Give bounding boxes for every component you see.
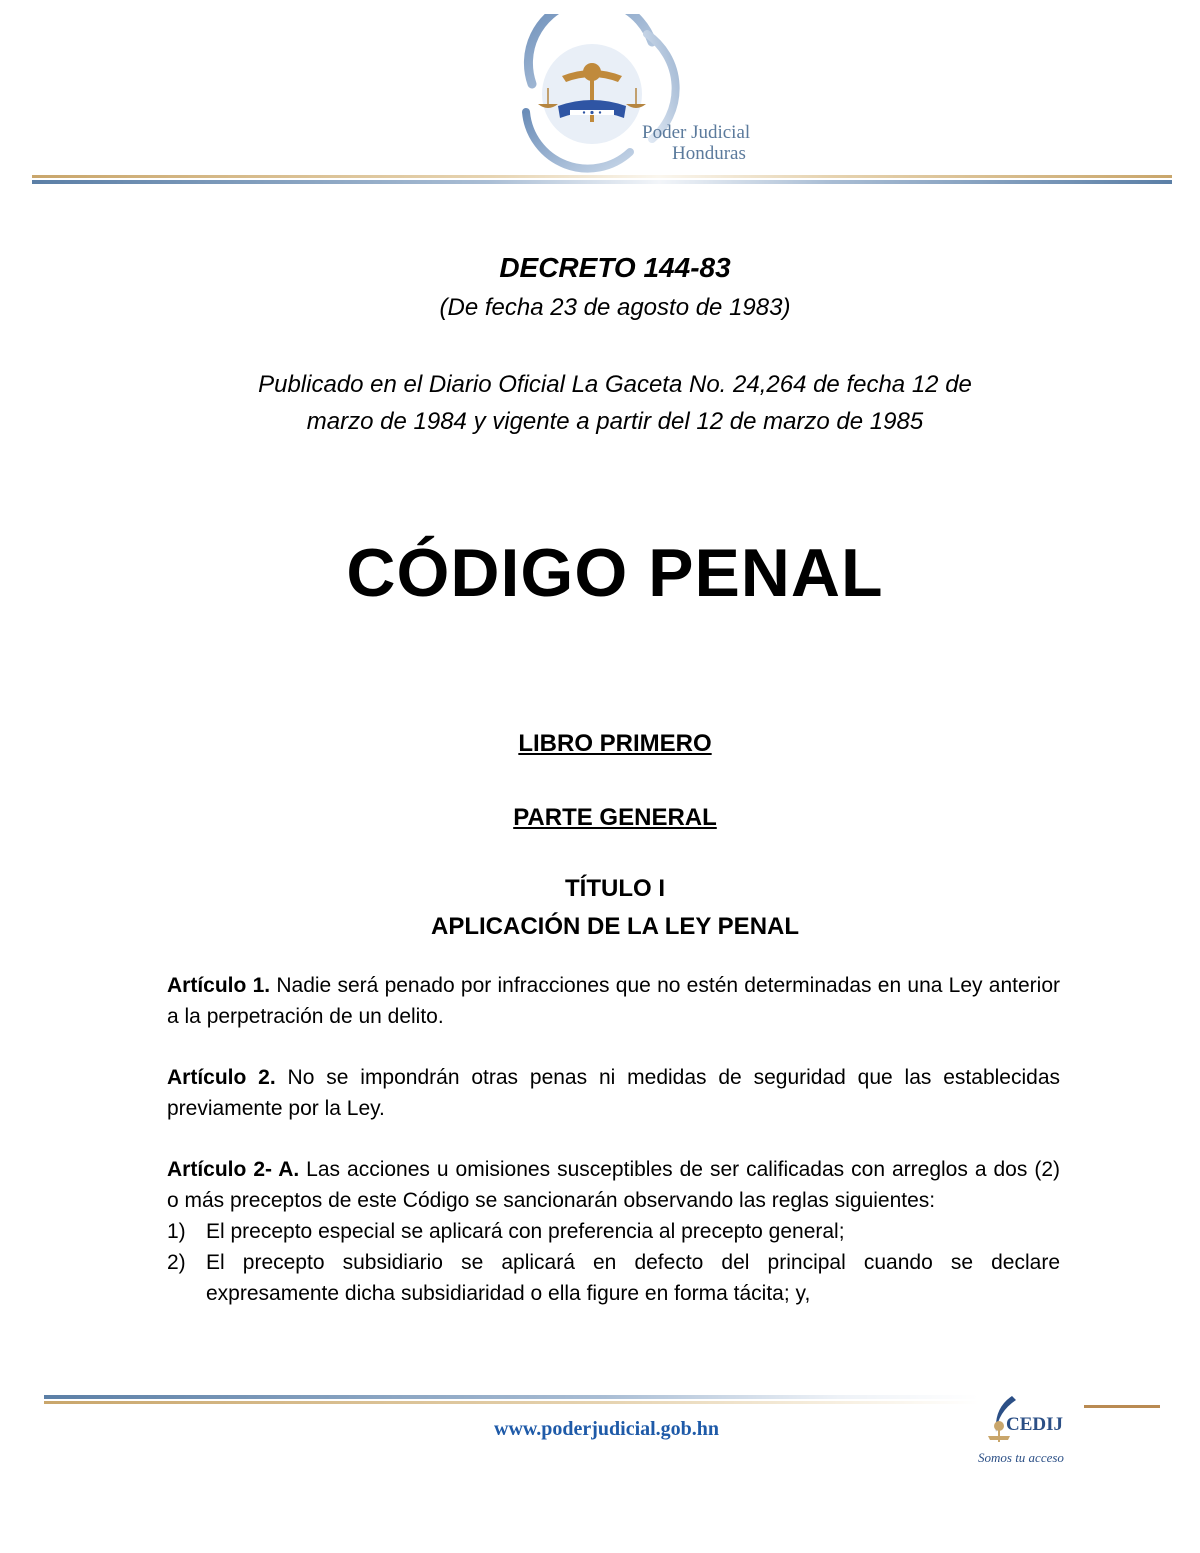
article-2a (167, 1154, 1060, 1309)
article-label: Artículo 2. (167, 1066, 276, 1089)
list-item (167, 1247, 1060, 1309)
article-2a-rules (167, 1216, 1060, 1309)
article-2 (167, 1062, 1060, 1124)
publication-line-1: Publicado en el Diario Oficial La Gaceta No. 24,264 de fecha 12 de (258, 371, 972, 398)
part-heading (150, 804, 1080, 832)
cedij-name: CEDIJ (1006, 1414, 1064, 1435)
list-item (167, 1216, 1060, 1247)
list-item-text: El precepto especial se aplicará con preferencia al precepto general; (206, 1220, 845, 1243)
article-text: Las acciones u omisiones susceptibles de ser calificadas con arreglos a dos (2) o más preceptos de este Código se sancionarán observando las reglas siguientes: (167, 1158, 1060, 1212)
publication-line-2: marzo de 1984 y vigente a partir del 12 de marzo de 1985 (306, 408, 924, 435)
article-1 (167, 970, 1060, 1032)
title-name: APLICACIÓN DE LA LEY PENAL (430, 913, 800, 940)
list-item-number: 2) (167, 1251, 186, 1274)
book-heading (150, 730, 1080, 758)
institution-name-line2: Honduras (672, 143, 746, 164)
website-link[interactable]: www.poderjudicial.gob.hn (494, 1418, 720, 1440)
articles-body (167, 970, 1060, 1339)
title-heading (150, 870, 1080, 946)
document-title: CÓDIGO PENAL (346, 535, 884, 611)
publication-note (150, 366, 1080, 440)
article-text: Nadie será penado por infracciones que no estén determinadas en una Ley anterior a la perpetración de un delito. (167, 974, 1060, 1028)
header-divider (32, 174, 1172, 186)
institution-name-line1: Poder Judicial (642, 122, 751, 143)
decree-number: DECRETO 144-83 (499, 252, 731, 283)
article-label: Artículo 2- A. (167, 1158, 300, 1181)
cedij-slogan: Somos tu acceso (978, 1450, 1064, 1465)
part-heading-text: PARTE GENERAL (513, 804, 717, 831)
title-number: TÍTULO I (565, 875, 665, 902)
list-item-number: 1) (167, 1220, 186, 1243)
article-text: No se impondrán otras penas ni medidas de seguridad que las establecidas previamente por la Ley. (167, 1066, 1060, 1120)
decree-date: (De fecha 23 de agosto de 1983) (439, 294, 791, 321)
institution-name (642, 122, 750, 164)
book-heading-text: LIBRO PRIMERO (518, 730, 712, 757)
list-item-text: El precepto subsidiario se aplicará en defecto del principal cuando se declare expresamente dicha subsidiaridad o ella figure en forma tácita; y, (206, 1251, 1060, 1305)
article-label: Artículo 1. (167, 974, 271, 997)
